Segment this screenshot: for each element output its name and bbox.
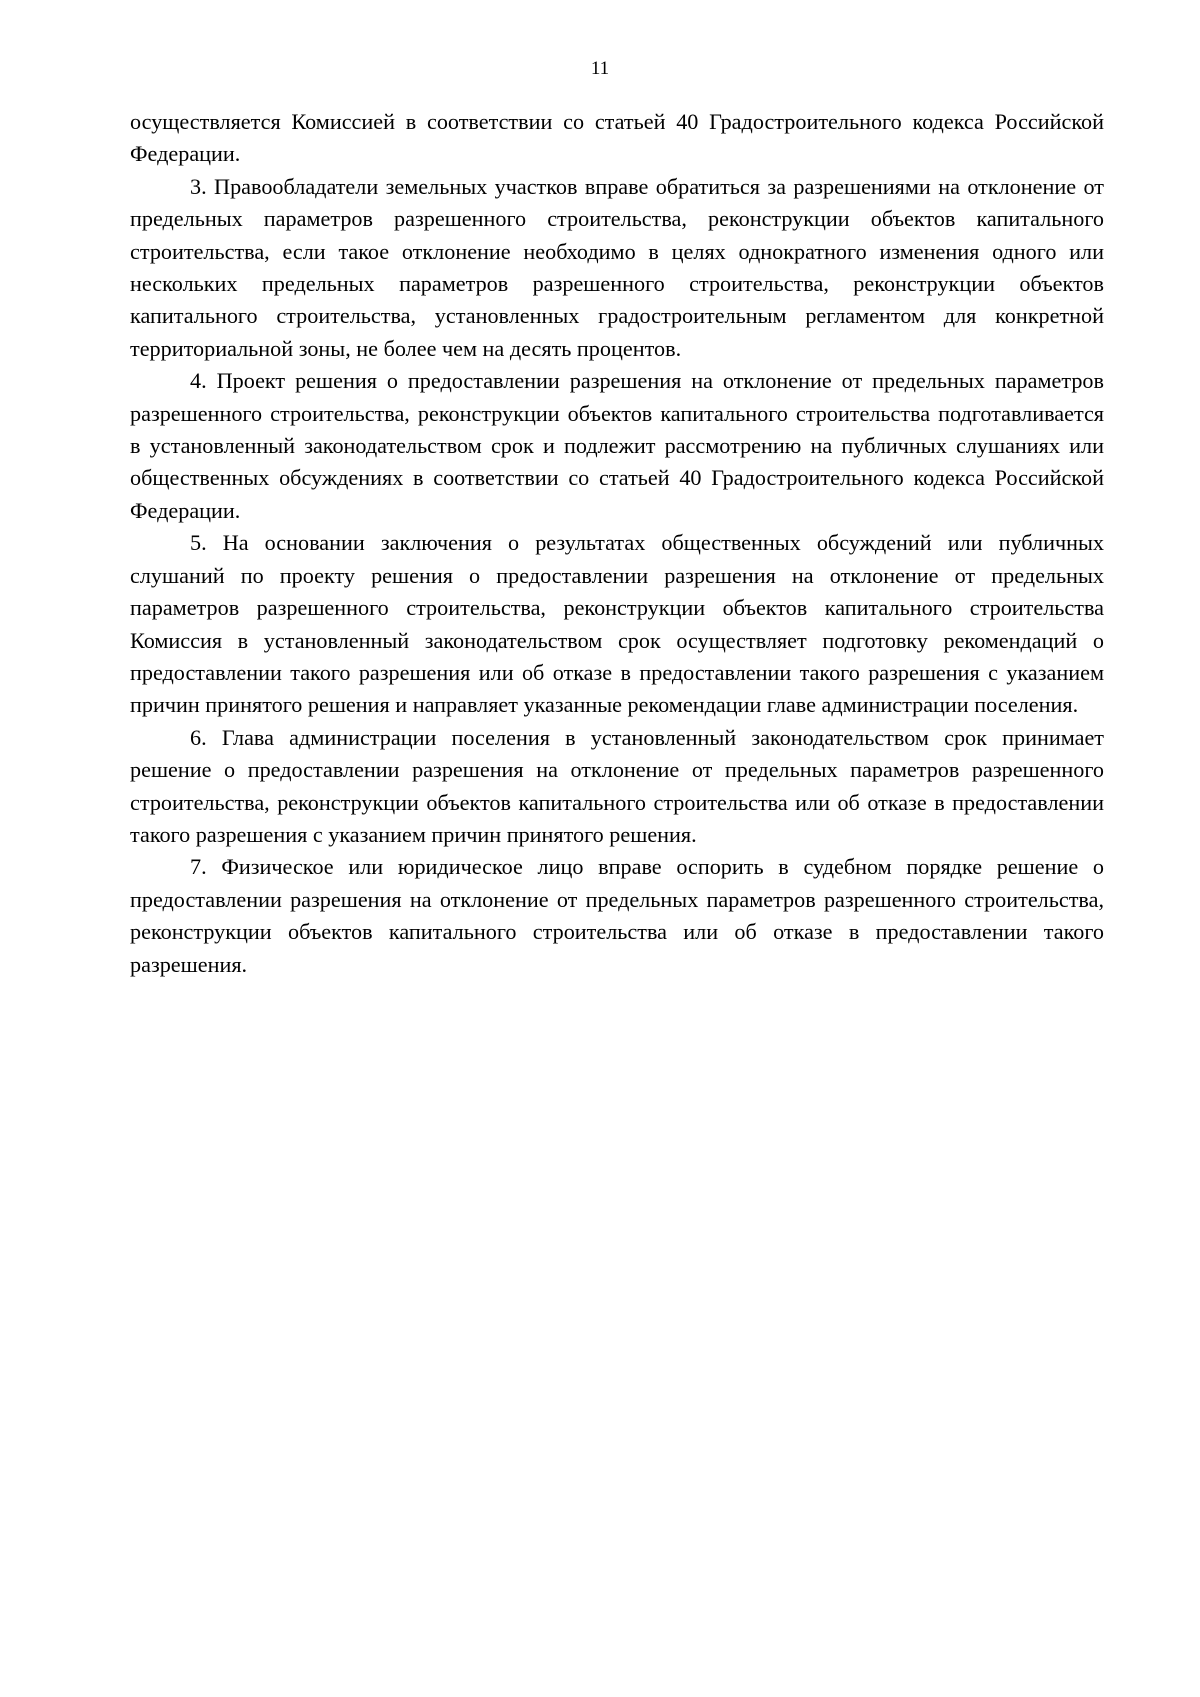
document-body (130, 106, 1104, 981)
paragraph-item-4: 4. Проект решения о предоставлении разрешения на отклонение от предельных параметров разрешенного строительства, реконструкции объектов капитального строительства подготавливается в установленный законодательством срок и подлежит рассмотрению на публичных слушаниях или общественных обсуждениях в соответствии со статьей 40 Градостроительного кодекса Российской Федерации. (130, 368, 1104, 523)
paragraph-item-5: 5. На основании заключения о результатах общественных обсуждений или публичных слушаний по проекту решения о предоставлении разрешения на отклонение от предельных параметров разрешенного строительства, реконструкции объектов капитального строительства Комиссия в установленный законодательством срок осуществляет подготовку рекомендаций о предоставлении такого разрешения или об отказе в предоставлении такого разрешения с указанием причин принятого решения и направляет указанные рекомендации главе администрации поселения. (130, 530, 1104, 718)
paragraph-item-3: 3. Правообладатели земельных участков вправе обратиться за разрешениями на отклонение от предельных параметров разрешенного строительства, реконструкции объектов капитального строительства, если такое отклонение необходимо в целях однократного изменения одного или нескольких предельных параметров разрешенного строительства, реконструкции объектов капитального строительства, установленных градостроительным регламентом для конкретной территориальной зоны, не более чем на десять процентов. (130, 173, 1104, 361)
page-number: 11 (590, 58, 610, 79)
paragraph-item-7: 7. Физическое или юридическое лицо вправе оспорить в судебном порядке решение о предоставлении разрешения на отклонение от предельных параметров разрешенного строительства, реконструкции объектов капитального строительства или об отказе в предоставлении такого разрешения. (130, 854, 1104, 977)
paragraph-continuation: осуществляется Комиссией в соответствии со статьей 40 Градостроительного кодекса Российской Федерации. (130, 109, 1104, 167)
paragraph-item-6: 6. Глава администрации поселения в установленный законодательством срок принимает решение о предоставлении разрешения на отклонение от предельных параметров разрешенного строительства, реконструкции объектов капитального строительства или об отказе в предоставлении такого разрешения с указанием причин принятого решения. (130, 724, 1104, 847)
